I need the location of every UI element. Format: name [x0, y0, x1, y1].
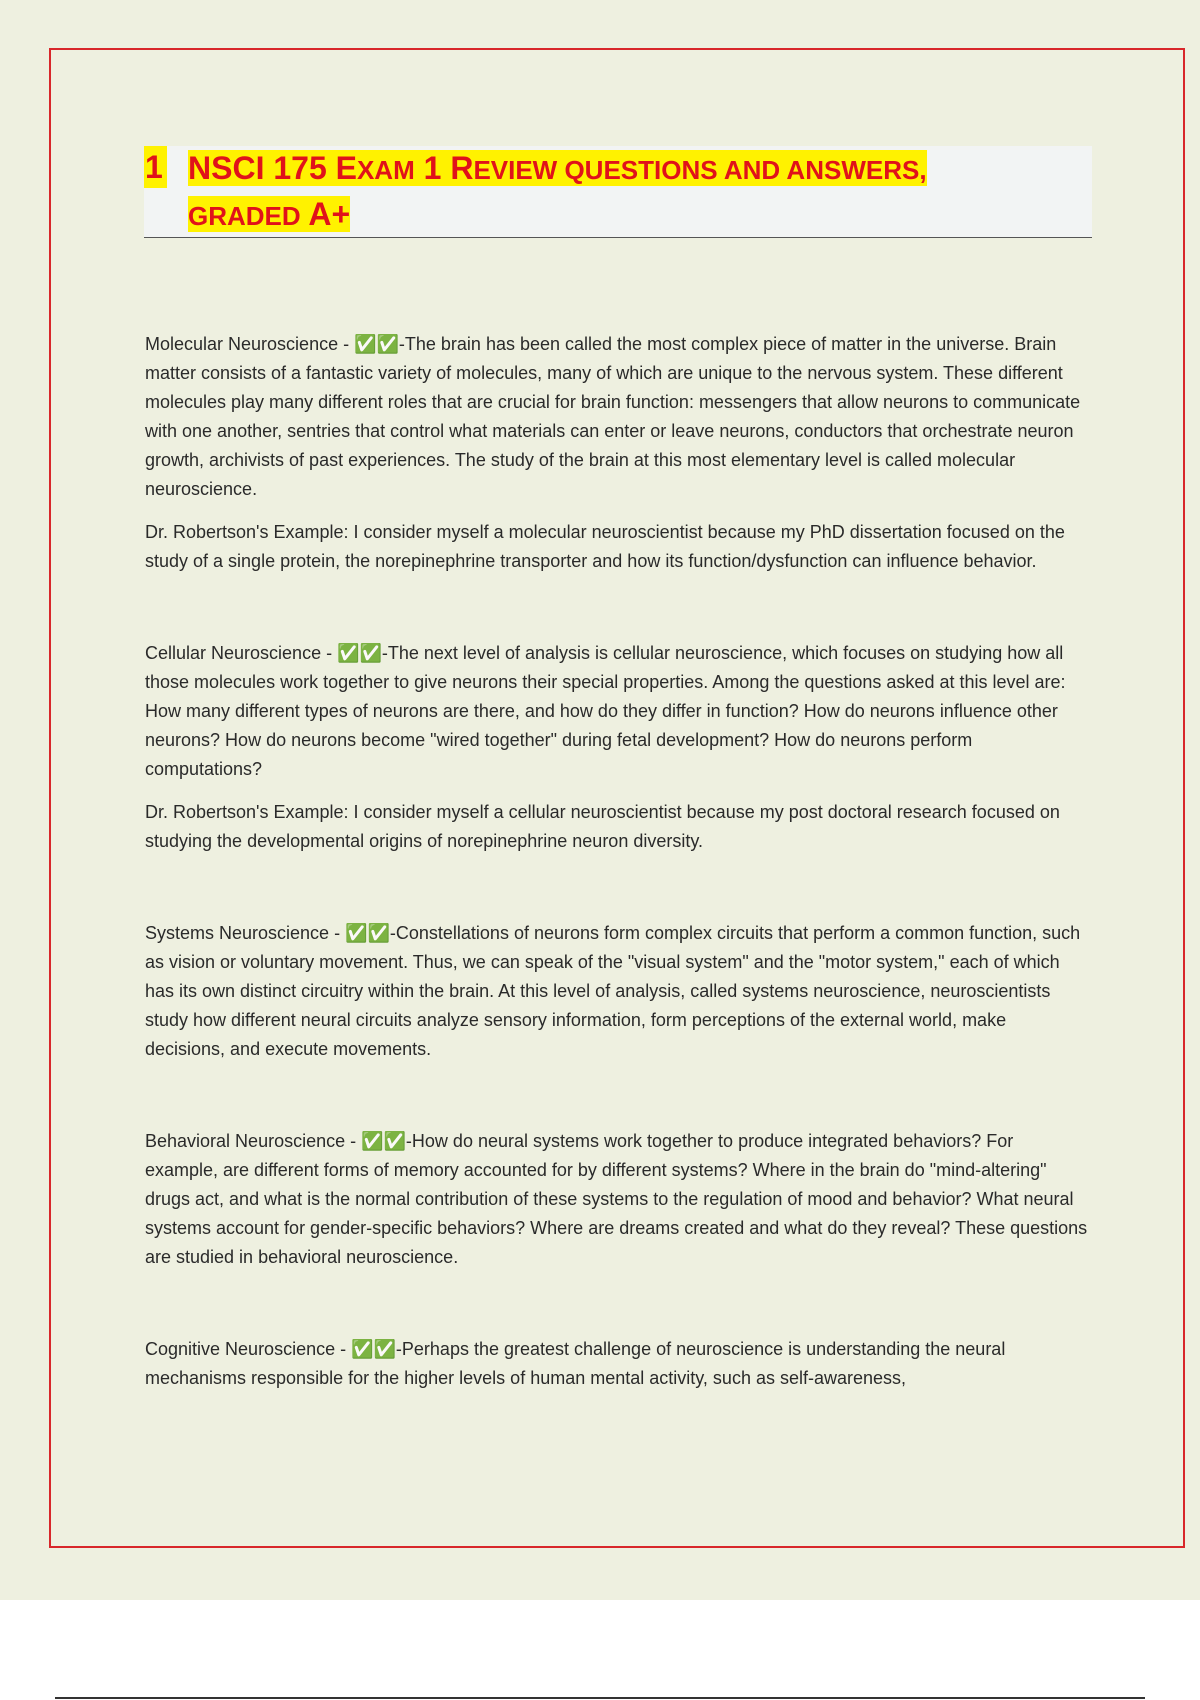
heading-part: EVIEW QUESTIONS AND ANSWERS,: [473, 155, 927, 185]
heading-part: XAM: [356, 155, 415, 185]
heading-part: A+: [300, 196, 351, 232]
paragraph-systems-neuroscience: Systems Neuroscience - ✅✅-Constellations of neurons form complex circuits that perform a common function, such as vision or voluntary movement. Thus, we can speak of the "visual system" and the "motor system," each of which has its own distinct circuitry within the brain. At this level of analysis, called systems neuroscience, neuroscientists study how different neural circuits analyze sensory information, form perceptions of the external world, make decisions, and execute movements.: [145, 923, 1081, 1059]
document-body: [145, 330, 1090, 1393]
heading-number: 1: [144, 146, 167, 188]
heading-line2: [188, 196, 350, 232]
paragraph-cellular-neuroscience: Cellular Neuroscience - ✅✅-The next level of analysis is cellular neuroscience, which focuses on studying how all those molecules work together to give neurons their special properties. Among the questions asked at this level are: How many different types of neurons are there, and how do they differ in function? How do neurons influence other neurons? How do neurons become "wired together" during fetal development? How do neurons perform computations?: [145, 643, 1066, 779]
paragraph-molecular-example: Dr. Robertson's Example: I consider myself a molecular neuroscientist because my PhD dissertation focused on the study of a single protein, the norepinephrine transporter and how its function/dysfunction can influence behavior.: [145, 522, 1065, 571]
heading-title: [188, 146, 1048, 238]
paragraph-cognitive-neuroscience: Cognitive Neuroscience - ✅✅-Perhaps the greatest challenge of neuroscience is understanding the neural mechanisms responsible for the higher levels of human mental activity, such as self-awareness,: [145, 1339, 1006, 1388]
heading-line1: [188, 150, 927, 186]
footer-divider: [55, 1697, 1145, 1699]
paragraph-molecular-neuroscience: Molecular Neuroscience - ✅✅-The brain has been called the most complex piece of matter in the universe. Brain matter consists of a fantastic variety of molecules, many of which are unique to the nervous system. These different molecules play many different roles that are crucial for brain function: messengers that allow neurons to communicate with one another, sentries that control what materials can enter or leave neurons, conductors that orchestrate neuron growth, archivists of past experiences. The study of the brain at this most elementary level is called molecular neuroscience.: [145, 334, 1081, 499]
paragraph-cellular-example: Dr. Robertson's Example: I consider myself a cellular neuroscientist because my post doctoral research focused on studying the developmental origins of norepinephrine neuron diversity.: [145, 802, 1060, 851]
heading-part: 1 R: [414, 150, 474, 186]
document-heading: [144, 146, 1092, 238]
heading-part: GRADED: [188, 201, 301, 231]
heading-part: NSCI 175 E: [188, 150, 357, 186]
paragraph-behavioral-neuroscience: Behavioral Neuroscience - ✅✅-How do neural systems work together to produce integrated behaviors? For example, are different forms of memory accounted for by different systems? Where in the brain do "mind-altering" drugs act, and what is the normal contribution of these systems to the regulation of mood and behavior? What neural systems account for gender-specific behaviors? Where are dreams created and what do they reveal? These questions are studied in behavioral neuroscience.: [145, 1131, 1088, 1267]
